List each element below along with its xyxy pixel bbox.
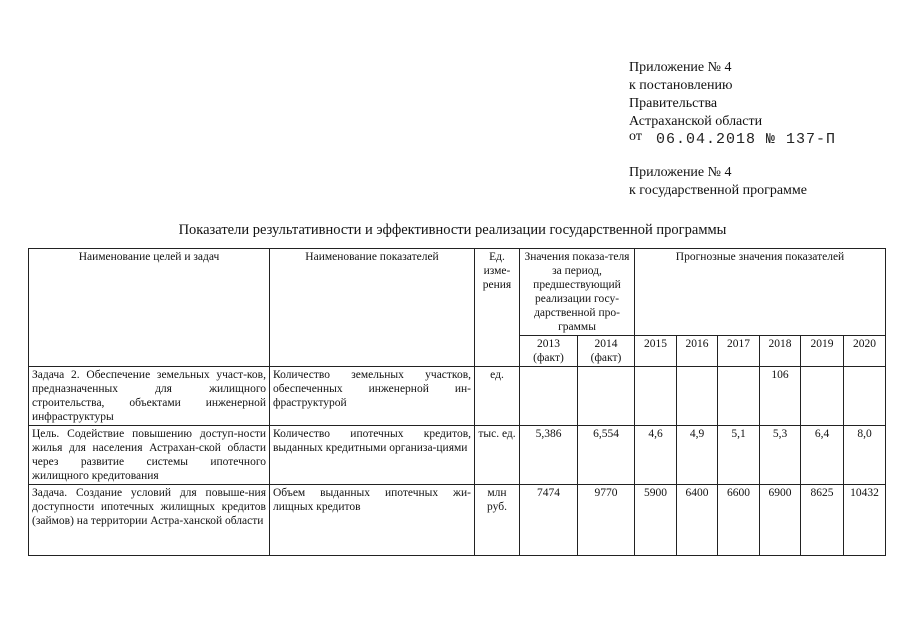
value-cell: 8,0: [844, 426, 886, 485]
header-year: 2016: [677, 336, 718, 367]
value-cell: [677, 367, 718, 426]
value-cell: 4,6: [635, 426, 677, 485]
resolution-stamp: 06.04.2018 № 137-П: [655, 131, 836, 148]
value-cell: [520, 367, 578, 426]
value-cell: 8625: [801, 485, 844, 556]
goal-cell: Задача. Создание условий для повыше-ния доступности ипотечных жилищных кредитов (займов) на территории Астра-ханской области: [29, 485, 270, 556]
goal-cell: Цель. Содействие повышению доступ-ности жилья для населения Астрахан-ской области через развитие системы ипотечного жилищного кредитования: [29, 426, 270, 485]
header-year: 2019: [801, 336, 844, 367]
appendix-ref-line: Правительства: [629, 96, 718, 111]
value-cell: 6900: [760, 485, 801, 556]
appendix-ref-line: к государственной программе: [629, 183, 807, 198]
table-header-row: [29, 249, 886, 336]
header-year: 2018: [760, 336, 801, 367]
header-previous-period: Значения показа-теля за период, предшествующий реализации госу-дарственной про-граммы: [520, 249, 635, 336]
value-cell: 5,3: [760, 426, 801, 485]
indicator-cell: Количество ипотечных кредитов, выданных кредитными организа-циями: [270, 426, 475, 485]
header-year: 2013 (факт): [520, 336, 578, 367]
appendix-program: [629, 164, 807, 200]
value-cell: 6,554: [578, 426, 635, 485]
unit-cell: млн руб.: [475, 485, 520, 556]
value-cell: 5,386: [520, 426, 578, 485]
unit-cell: ед.: [475, 367, 520, 426]
appendix-ref-line: Астраханской области: [629, 114, 763, 129]
value-cell: 6,4: [801, 426, 844, 485]
header-year: 2017: [718, 336, 760, 367]
header-unit: Ед. изме-рения: [475, 249, 520, 367]
value-cell: 5900: [635, 485, 677, 556]
header-indicators: Наименование показателей: [270, 249, 475, 367]
from-label: от: [629, 129, 642, 144]
header-year: 2020: [844, 336, 886, 367]
value-cell: [635, 367, 677, 426]
table-row: [29, 485, 886, 556]
appendix-resolution: [629, 59, 836, 149]
unit-cell: тыс. ед.: [475, 426, 520, 485]
value-cell: 106: [760, 367, 801, 426]
value-cell: 4,9: [677, 426, 718, 485]
value-cell: [718, 367, 760, 426]
indicators-table: [28, 248, 886, 556]
table-row: [29, 426, 886, 485]
header-year: 2015: [635, 336, 677, 367]
appendix-date-line: [629, 131, 836, 149]
value-cell: [801, 367, 844, 426]
document-title: Показатели результативности и эффективности реализации государственной программы: [178, 222, 727, 238]
value-cell: 6400: [677, 485, 718, 556]
value-cell: 10432: [844, 485, 886, 556]
appendix-ref-line: к постановлению: [629, 78, 733, 93]
value-cell: [578, 367, 635, 426]
appendix-number: Приложение № 4: [629, 60, 732, 75]
value-cell: [844, 367, 886, 426]
indicator-cell: Объем выданных ипотечных жи-лищных кредитов: [270, 485, 475, 556]
indicator-cell: Количество земельных участков, обеспеченных инженерной ин-фраструктурой: [270, 367, 475, 426]
value-cell: 5,1: [718, 426, 760, 485]
value-cell: 7474: [520, 485, 578, 556]
header-forecast: Прогнозные значения показателей: [635, 249, 886, 336]
goal-cell: Задача 2. Обеспечение земельных участ-ков, предназначенных для жилищного строительства, объектами инженерной инфраструктуры: [29, 367, 270, 426]
value-cell: 6600: [718, 485, 760, 556]
value-cell: 9770: [578, 485, 635, 556]
table-row: [29, 367, 886, 426]
header-year: 2014 (факт): [578, 336, 635, 367]
header-goals: Наименование целей и задач: [29, 249, 270, 367]
appendix-number: Приложение № 4: [629, 165, 732, 180]
